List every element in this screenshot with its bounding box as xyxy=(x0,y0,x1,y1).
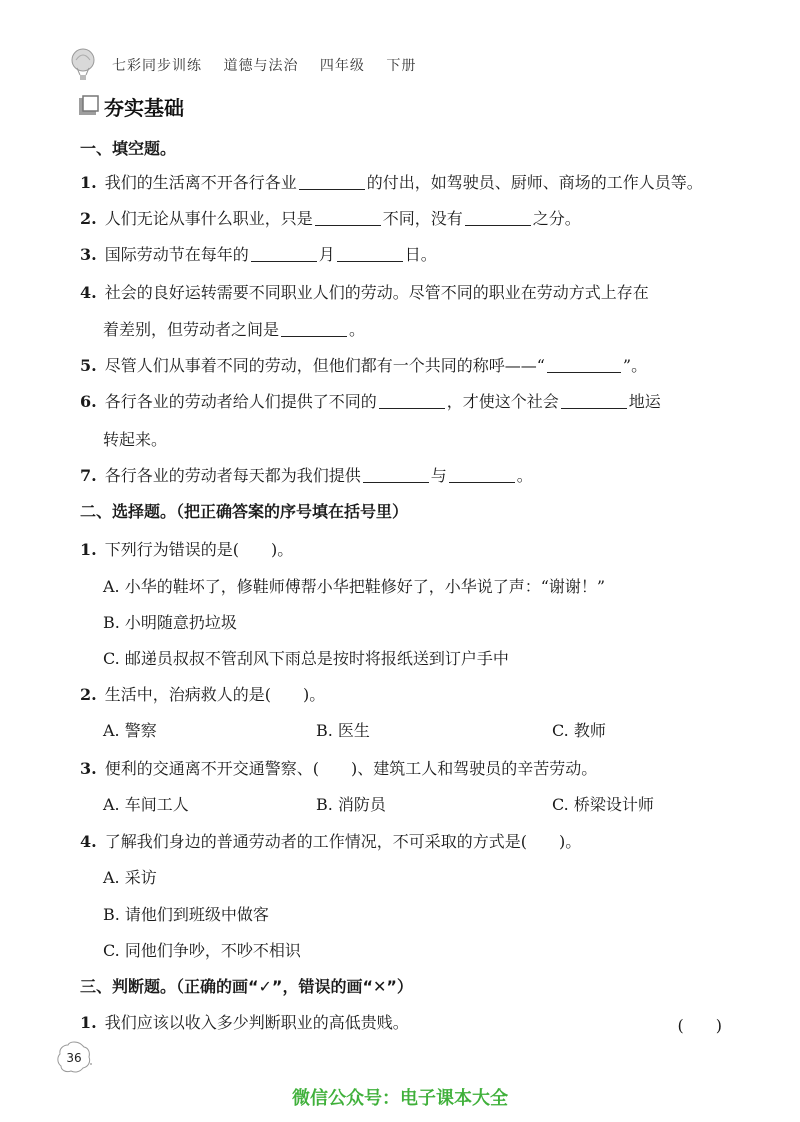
answer-blank[interactable] xyxy=(363,466,429,483)
choice-q2-option-a[interactable]: A. 警察 xyxy=(103,721,157,740)
fill-q4 xyxy=(80,283,649,303)
part1-heading: 一、填空题。 xyxy=(80,139,177,158)
fill-q6 xyxy=(80,392,661,412)
q-stem: 便利的交通离不开交通警察、( )、建筑工人和驾驶员的辛苦劳动。 xyxy=(104,759,598,778)
q-text: 尽管人们从事着不同的劳动，但他们都有一个共同的称呼——“ xyxy=(104,356,545,375)
choice-q1 xyxy=(80,540,293,560)
fill-q4-cont xyxy=(103,320,365,340)
q-text: ，才使这个社会 xyxy=(446,392,559,411)
q-number: 3. xyxy=(80,245,97,264)
q-number: 3. xyxy=(80,759,97,778)
q-text: ”。 xyxy=(622,356,648,375)
choice-q1-option-b[interactable]: B. 小明随意扔垃圾 xyxy=(103,613,237,632)
q-text: 不同，没有 xyxy=(382,209,463,228)
header-series: 七彩同步训练 xyxy=(112,58,202,74)
answer-blank[interactable] xyxy=(337,245,403,262)
q-text: 。 xyxy=(516,466,533,485)
choice-q4-option-a[interactable]: A. 采访 xyxy=(103,868,157,887)
choice-q4-option-c[interactable]: C. 同他们争吵，不吵不相识 xyxy=(103,941,301,960)
page-header xyxy=(70,48,432,82)
fill-q5 xyxy=(80,356,647,376)
q-text: 国际劳动节在每年的 xyxy=(104,245,249,264)
q-text: 我们应该以收入多少判断职业的高低贵贱。 xyxy=(104,1013,409,1032)
choice-q2 xyxy=(80,685,325,705)
q-number: 5. xyxy=(80,356,97,375)
q-text: 社会的良好运转需要不同职业人们的劳动。尽管不同的职业在劳动方式上存在 xyxy=(104,283,649,302)
judge-q1-answer[interactable]: ( ) xyxy=(677,1016,722,1035)
q-text: 的付出，如驾驶员、厨师、商场的工作人员等。 xyxy=(366,173,703,192)
choice-q3-option-a[interactable]: A. 车间工人 xyxy=(103,795,189,814)
q-text: 转起来。 xyxy=(103,430,168,449)
answer-blank[interactable] xyxy=(449,466,515,483)
q-text: 人们无论从事什么职业，只是 xyxy=(104,209,313,228)
q-number: 4. xyxy=(80,283,97,302)
q-text: 月 xyxy=(318,245,335,264)
q-number: 4. xyxy=(80,832,97,851)
choice-q2-option-c[interactable]: C. 教师 xyxy=(552,721,606,740)
header-grade: 四年级 xyxy=(319,58,365,74)
q-text: 与 xyxy=(430,466,447,485)
answer-blank[interactable] xyxy=(315,209,381,226)
header-text xyxy=(112,55,432,75)
answer-blank[interactable] xyxy=(561,392,627,409)
choice-q2-option-b[interactable]: B. 医生 xyxy=(316,721,370,740)
footer-watermark: 微信公众号：电子课本大全 xyxy=(292,1088,508,1109)
q-text: 着差别，但劳动者之间是 xyxy=(103,320,280,339)
answer-blank[interactable] xyxy=(251,245,317,262)
answer-blank[interactable] xyxy=(281,320,347,337)
choice-q3 xyxy=(80,759,597,779)
page-number-badge xyxy=(56,1040,92,1074)
section-title xyxy=(78,92,184,120)
choice-q1-option-c[interactable]: C. 邮递员叔叔不管刮风下雨总是按时将报纸送到订户手中 xyxy=(103,649,509,668)
fill-q6-cont xyxy=(103,430,167,450)
q-stem: 下列行为错误的是( )。 xyxy=(104,540,294,559)
choice-q1-option-a[interactable]: A. 小华的鞋坏了，修鞋师傅帮小华把鞋修好了，小华说了声：“谢谢！” xyxy=(103,577,606,596)
q-number: 1. xyxy=(80,540,97,559)
fill-q2 xyxy=(80,209,581,229)
choice-q4-option-b[interactable]: B. 请他们到班级中做客 xyxy=(103,905,269,924)
q-text: 各行各业的劳动者每天都为我们提供 xyxy=(104,466,361,485)
hot-air-balloon-icon xyxy=(70,48,96,82)
choice-q3-option-c[interactable]: C. 桥梁设计师 xyxy=(552,795,654,814)
section-label: 夯实基础 xyxy=(104,95,184,120)
header-subject: 道德与法治 xyxy=(223,58,299,74)
fill-q1 xyxy=(80,173,703,193)
choice-q4 xyxy=(80,832,581,852)
q-text: 。 xyxy=(349,320,366,339)
q-text: 地运 xyxy=(628,392,661,411)
answer-blank[interactable] xyxy=(299,173,365,190)
choice-q3-option-b[interactable]: B. 消防员 xyxy=(316,795,386,814)
q-stem: 生活中，治病救人的是( )。 xyxy=(104,685,326,704)
q-text: 各行各业的劳动者给人们提供了不同的 xyxy=(104,392,377,411)
q-number: 2. xyxy=(80,685,97,704)
q-stem: 了解我们身边的普通劳动者的工作情况，不可采取的方式是( )。 xyxy=(104,832,582,851)
answer-blank[interactable] xyxy=(379,392,445,409)
part2-heading: 二、选择题。（把正确答案的序号填在括号里） xyxy=(80,502,409,521)
q-number: 1. xyxy=(80,1013,97,1032)
q-text: 之分。 xyxy=(532,209,581,228)
fill-q3 xyxy=(80,245,437,265)
answer-blank[interactable] xyxy=(547,356,621,373)
q-text: 我们的生活离不开各行各业 xyxy=(104,173,297,192)
q-number: 7. xyxy=(80,466,97,485)
pencil-note-icon xyxy=(78,95,100,117)
answer-blank[interactable] xyxy=(465,209,531,226)
q-number: 2. xyxy=(80,209,97,228)
page-number: 36 xyxy=(66,1051,82,1065)
fill-q7 xyxy=(80,466,533,486)
judge-q1 xyxy=(80,1013,409,1033)
q-number: 6. xyxy=(80,392,97,411)
header-volume: 下册 xyxy=(386,58,417,74)
q-number: 1. xyxy=(80,173,97,192)
q-text: 日。 xyxy=(404,245,437,264)
part3-heading: 三、判断题。（正确的画“✓”，错误的画“✕”） xyxy=(80,977,413,996)
